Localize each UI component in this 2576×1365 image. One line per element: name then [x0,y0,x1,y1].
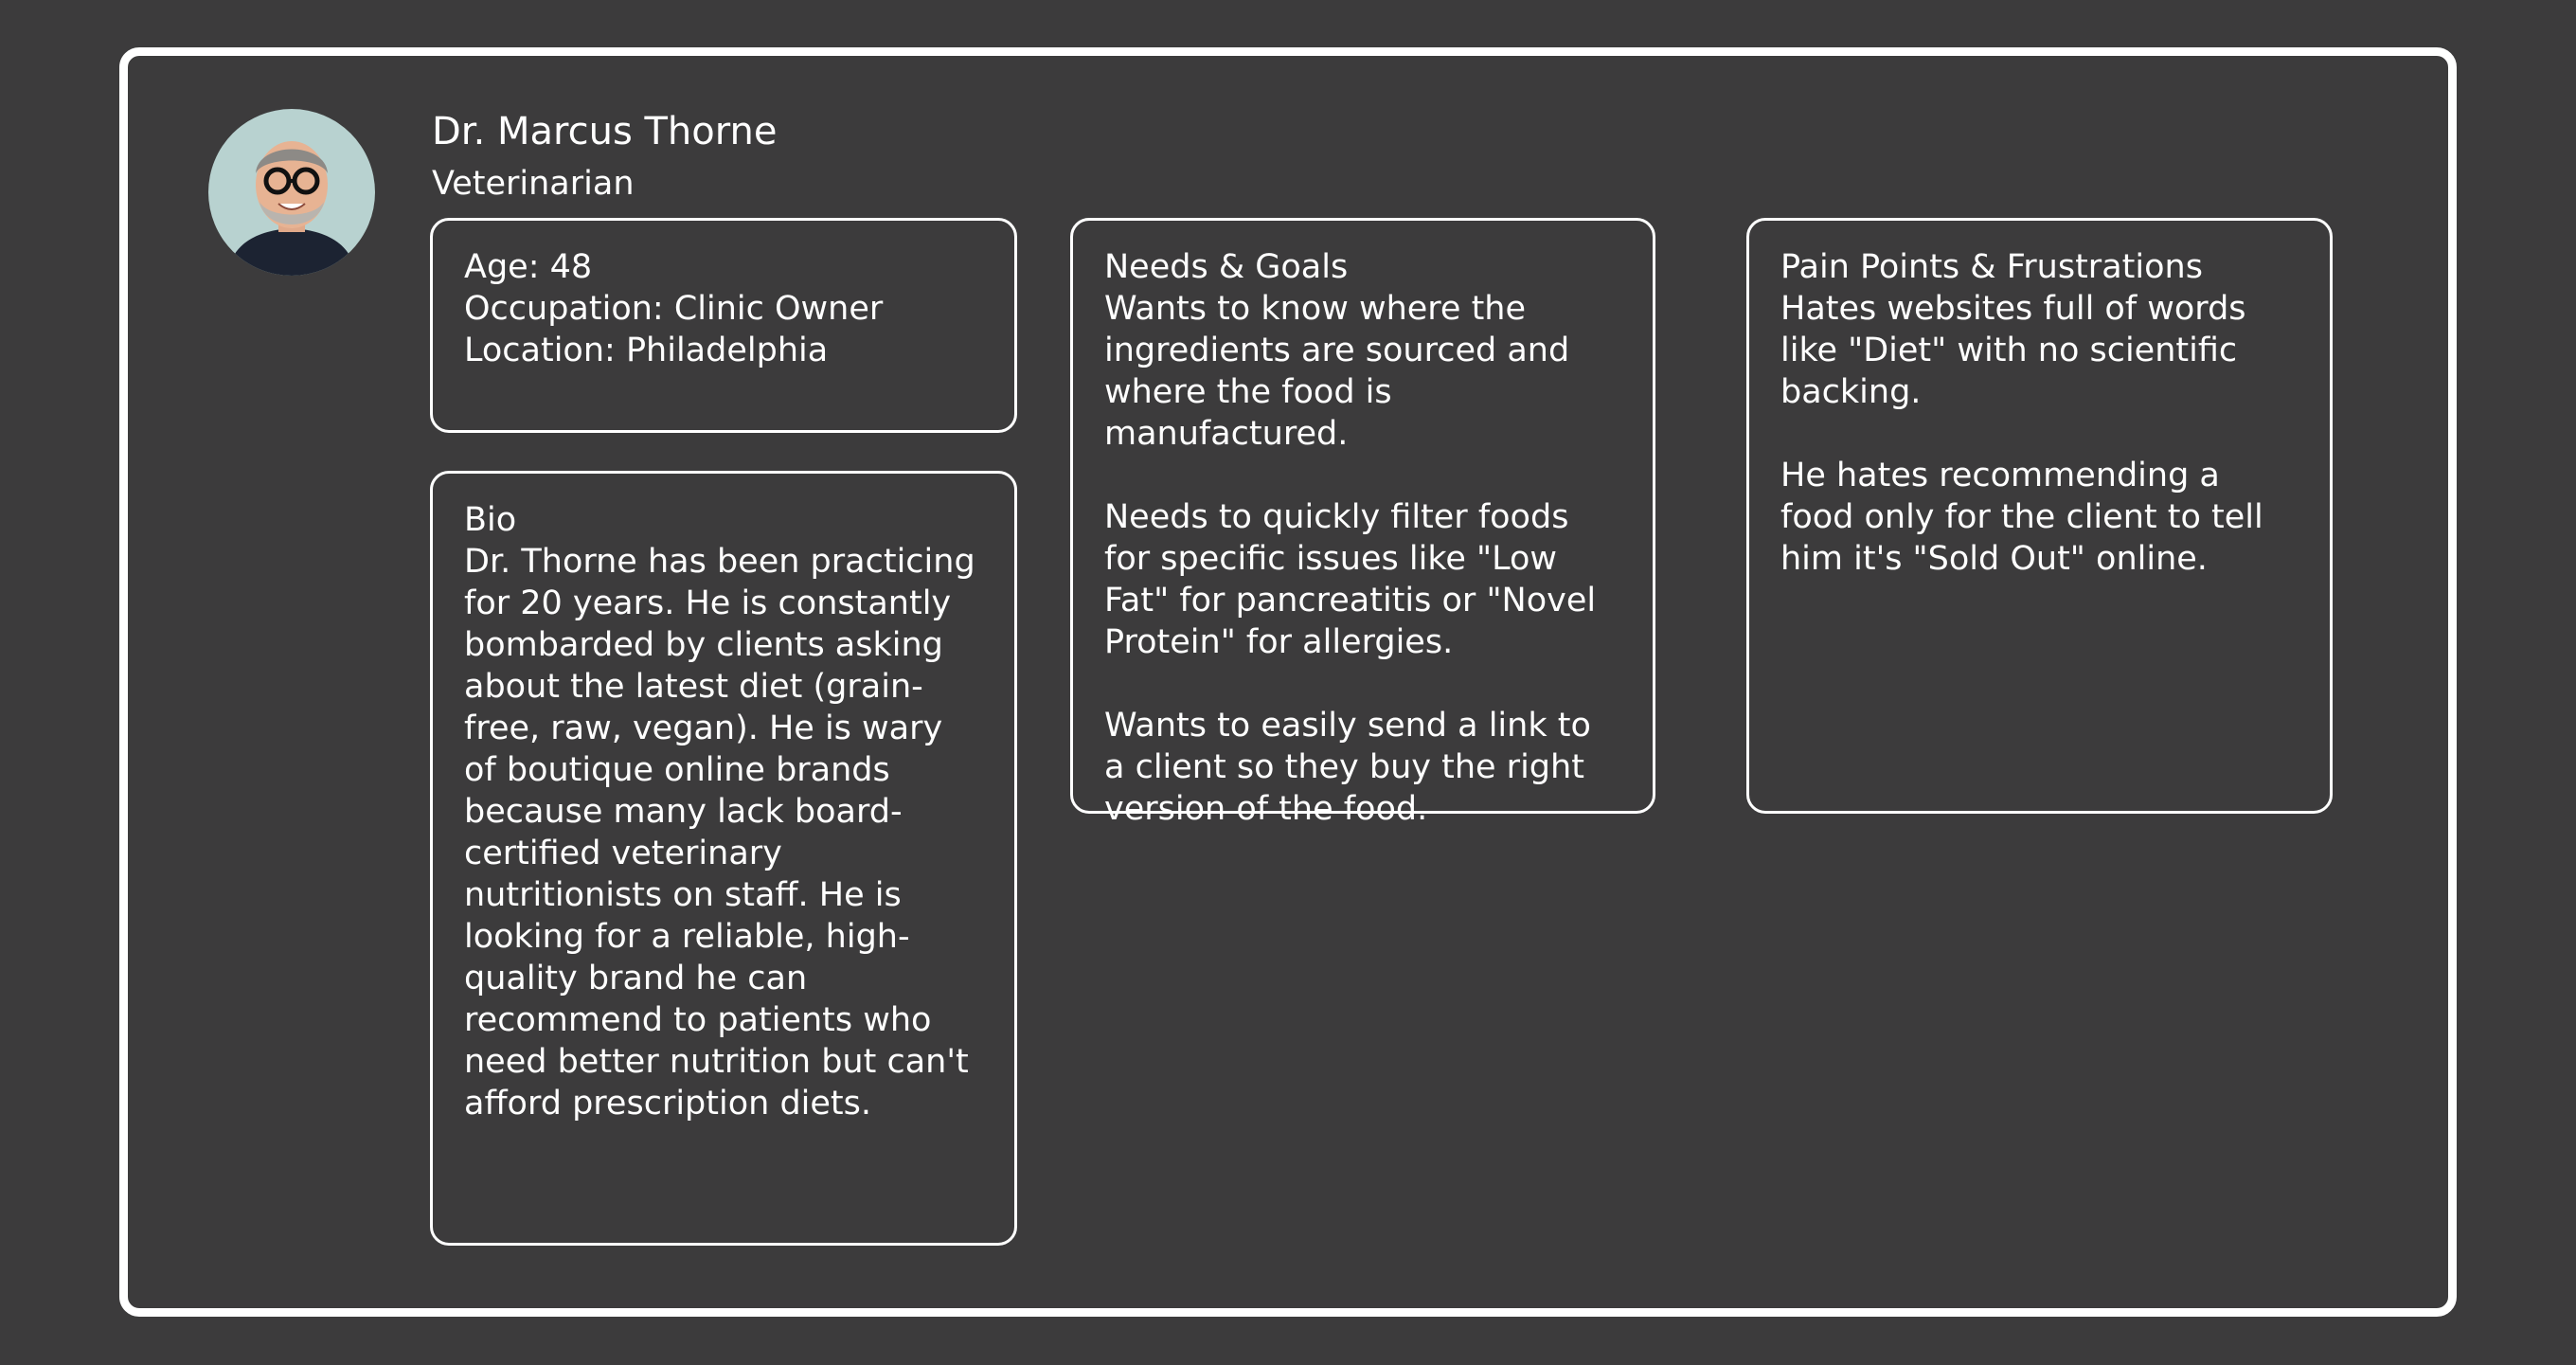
bio-text: Dr. Thorne has been practicing for 20 years. He is constantly bombarded by clients asking about the latest diet (grain-free, raw, vegan). He is wary of boutique online brands because many lack board-certified veterinary nutritionists on staff. He is looking for a reliable, high-quality brand he can recommend to patients who need better nutrition but can't afford prescription diets. [464,543,975,1123]
pain-points-box [1746,218,2333,814]
needs-goal-item: Needs to quickly filter foods for specific issues like "Low Fat" for pancreatitis or "Novel Protein" for allergies. [1104,498,1597,661]
person-photo-icon [208,109,375,276]
pain-point-item: He hates recommending a food only for the client to tell him it's "Sold Out" online. [1780,457,2263,578]
needs-goal-item: Wants to easily send a link to a client so they buy the right version of the food. [1104,707,1591,828]
location-text: Location: Philadelphia [464,332,829,369]
pain-points-title: Pain Points & Frustrations [1780,248,2203,286]
avatar [208,109,375,276]
bio-box [430,471,1017,1246]
pain-point-item: Hates websites full of words like "Diet" with no scientific backing. [1780,290,2246,411]
persona-name: Dr. Marcus Thorne [432,110,778,153]
age-text: Age: 48 [464,248,593,286]
occupation-text: Occupation: Clinic Owner [464,290,884,328]
needs-goals-title: Needs & Goals [1104,248,1349,286]
needs-goals-box [1070,218,1655,828]
persona-role: Veterinarian [432,165,635,203]
bio-title: Bio [464,501,517,539]
needs-goal-item: Wants to know where the ingredients are sourced and where the food is manufactured. [1104,290,1570,453]
demographics-box [430,218,1017,433]
